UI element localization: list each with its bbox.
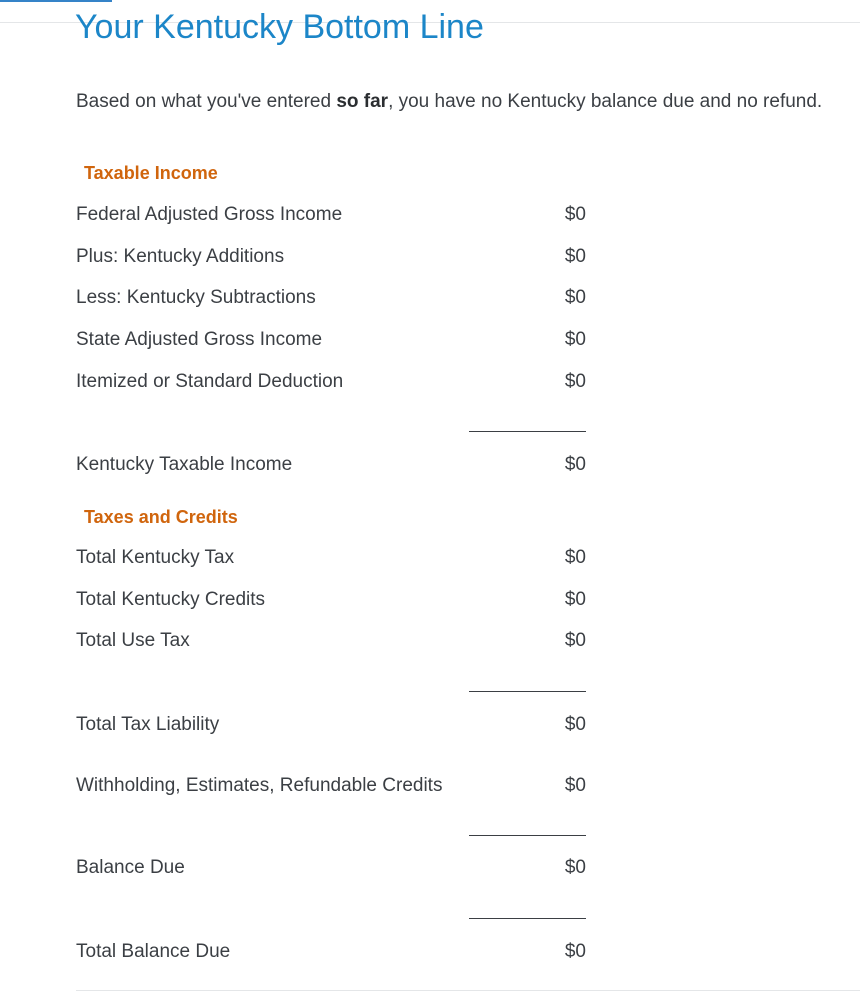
row-value-total-kentucky-tax: $0 — [564, 547, 586, 568]
row-label-total-kentucky-tax: Total Kentucky Tax — [76, 547, 235, 568]
subtotal-rule — [469, 835, 586, 836]
subtotal-rule — [469, 431, 586, 432]
row-value-kentucky-subtractions: $0 — [564, 287, 586, 308]
row-value-total-tax-liability: $0 — [564, 714, 586, 735]
row-label-state-agi: State Adjusted Gross Income — [76, 329, 323, 350]
row-value-deduction: $0 — [564, 371, 586, 392]
row-label-kentucky-taxable-income: Kentucky Taxable Income — [76, 454, 293, 475]
page-title: Your Kentucky Bottom Line — [75, 8, 484, 46]
row-label-withholding: Withholding, Estimates, Refundable Credits — [76, 775, 443, 796]
row-label-deduction: Itemized or Standard Deduction — [76, 371, 344, 392]
row-value-kentucky-taxable-income: $0 — [564, 454, 586, 475]
row-value-balance-due: $0 — [564, 857, 586, 878]
row-value-total-balance-due: $0 — [564, 941, 586, 962]
row-label-kentucky-additions: Plus: Kentucky Additions — [76, 246, 285, 267]
row-label-total-use-tax: Total Use Tax — [76, 630, 190, 651]
row-value-total-use-tax: $0 — [564, 630, 586, 651]
intro-text-emphasis: so far — [336, 91, 389, 112]
intro-text-start: Based on what you've entered — [76, 91, 337, 112]
row-label-total-kentucky-credits: Total Kentucky Credits — [76, 589, 266, 610]
row-value-withholding: $0 — [564, 775, 586, 796]
row-value-federal-agi: $0 — [564, 204, 586, 225]
subtotal-rule — [469, 691, 586, 692]
row-value-kentucky-additions: $0 — [564, 246, 586, 267]
row-value-state-agi: $0 — [564, 329, 586, 350]
row-label-balance-due: Balance Due — [76, 857, 185, 878]
row-label-federal-agi: Federal Adjusted Gross Income — [76, 204, 343, 225]
row-value-total-kentucky-credits: $0 — [564, 589, 586, 610]
footer-divider — [76, 990, 860, 991]
top-accent-bar — [0, 0, 112, 2]
row-label-total-tax-liability: Total Tax Liability — [76, 714, 220, 735]
subtotal-rule — [469, 918, 586, 919]
intro-text — [76, 89, 822, 115]
row-label-kentucky-subtractions: Less: Kentucky Subtractions — [76, 287, 316, 308]
section-heading-taxes-credits: Taxes and Credits — [84, 507, 238, 527]
section-heading-taxable-income: Taxable Income — [84, 163, 218, 183]
intro-text-end: , you have no Kentucky balance due and no refund. — [388, 91, 823, 112]
row-label-total-balance-due: Total Balance Due — [76, 941, 231, 962]
